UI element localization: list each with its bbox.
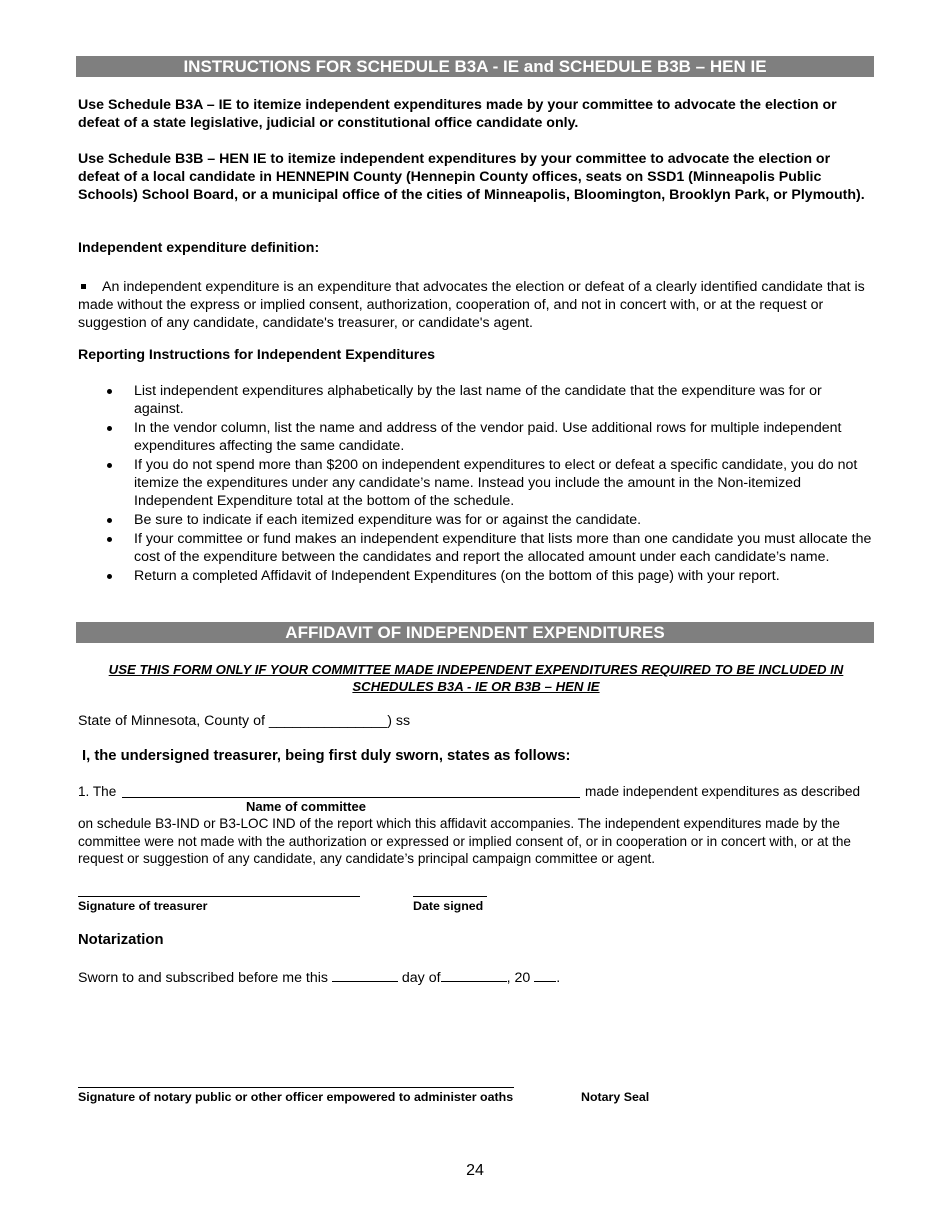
page-number: 24	[466, 1162, 484, 1179]
definition-item	[78, 278, 874, 332]
list-item: List independent expenditures alphabetically by the last name of the candidate that the expenditure was for or against.	[78, 382, 874, 418]
list-item: If you do not spend more than $200 on independent expenditures to elect or defeat a specific candidate, you do not itemize the expenditures under any candidate’s name. Instead you include the amount in the Non-itemized Independent Expenditure total at the bottom of the schedule.	[78, 456, 874, 510]
state-line-suffix: ) ss	[387, 713, 411, 729]
sworn-day-label: day of	[401, 970, 441, 986]
sworn-month-field[interactable]	[441, 967, 507, 982]
reporting-heading: Reporting Instructions for Independent Expenditures	[78, 347, 436, 363]
committee-name-field[interactable]	[122, 797, 580, 798]
notary-seal-label: Notary Seal	[581, 1090, 650, 1104]
instructions-header: INSTRUCTIONS FOR SCHEDULE B3A - IE and SCHEDULE B3B – HEN IE	[76, 56, 874, 77]
sworn-year-label: , 20	[506, 970, 531, 986]
sworn-prefix: Sworn to and subscribed before me this	[78, 970, 328, 986]
sworn-year-field[interactable]	[534, 967, 556, 982]
item1-prefix: 1. The	[78, 784, 117, 799]
county-blank[interactable]: _______________	[268, 713, 388, 729]
list-item: In the vendor column, list the name and address of the vendor paid. Use additional rows for multiple independent expenditures affecting the same candidate.	[78, 419, 874, 455]
notice-line-2: SCHEDULES B3A - IE OR B3B – HEN IE	[352, 679, 600, 694]
item1-body: on schedule B3-IND or B3-LOC IND of the report which this affidavit accompanies. The independent expenditures made by the committee were not made with the authorization or expressed or implied consent of, or in cooperation or in concert with, or at the request or suggestion of any candidate, any candidate’s principal campaign committee or agent.	[78, 816, 851, 866]
sworn-day-field[interactable]	[332, 967, 398, 982]
affidavit-header: AFFIDAVIT OF INDEPENDENT EXPENDITURES	[76, 622, 874, 643]
date-signed-label: Date signed	[413, 899, 484, 913]
list-item: Be sure to indicate if each itemized expenditure was for or against the candidate.	[78, 511, 874, 529]
sworn-statement: I, the undersigned treasurer, being first duly sworn, states as follows:	[82, 748, 571, 764]
date-signed-field[interactable]	[413, 896, 487, 897]
square-bullet-icon	[81, 284, 86, 289]
sworn-line	[78, 967, 874, 987]
item1-suffix: made independent expenditures as described	[585, 784, 861, 799]
treasurer-signature-field[interactable]	[78, 896, 360, 897]
para-schedule-b3a: Use Schedule B3A – IE to itemize independent expenditures made by your committee to advocate the election or defeat of a state legislative, judicial or constitutional office candidate only.	[78, 97, 837, 131]
committee-name-label: Name of committee	[246, 799, 366, 814]
notary-signature-label: Signature of notary public or other officer empowered to administer oaths	[78, 1090, 514, 1104]
treasurer-signature-label: Signature of treasurer	[78, 899, 208, 913]
state-line-prefix: State of Minnesota, County of	[78, 713, 269, 729]
definition-heading: Independent expenditure definition:	[78, 240, 320, 256]
definition-text: An independent expenditure is an expenditure that advocates the election or defeat of a clearly identified candidate that is made without the express or implied consent, authorization, cooperation of, and not in concert with, or at the request or suggestion of any candidate, candidate's treasurer, or candidate's agent.	[78, 279, 865, 331]
notary-signature-field[interactable]	[78, 1087, 514, 1088]
notarization-heading: Notarization	[78, 932, 164, 948]
para-schedule-b3b: Use Schedule B3B – HEN IE to itemize independent expenditures by your committee to advocate the election or defeat of a local candidate in HENNEPIN County (Hennepin County offices, seats on SSD1 (Minneapolis Public Schools) School Board, or a municipal office of the cities of Minneapolis, Bloomington, Brooklyn Park, or Plymouth).	[78, 151, 865, 203]
sworn-end: .	[556, 970, 561, 986]
list-item: Return a completed Affidavit of Independent Expenditures (on the bottom of this page) with your report.	[78, 567, 874, 585]
state-county-line	[78, 712, 874, 730]
list-item: If your committee or fund makes an independent expenditure that lists more than one candidate you must allocate the cost of the expenditure between the candidates and report the allocated amount under each candidate’s name.	[78, 530, 874, 566]
reporting-instructions-list	[78, 382, 874, 586]
affidavit-notice	[78, 661, 874, 695]
notice-line-1: USE THIS FORM ONLY IF YOUR COMMITTEE MADE INDEPENDENT EXPENDITURES REQUIRED TO BE INCLUDED IN	[108, 662, 844, 677]
